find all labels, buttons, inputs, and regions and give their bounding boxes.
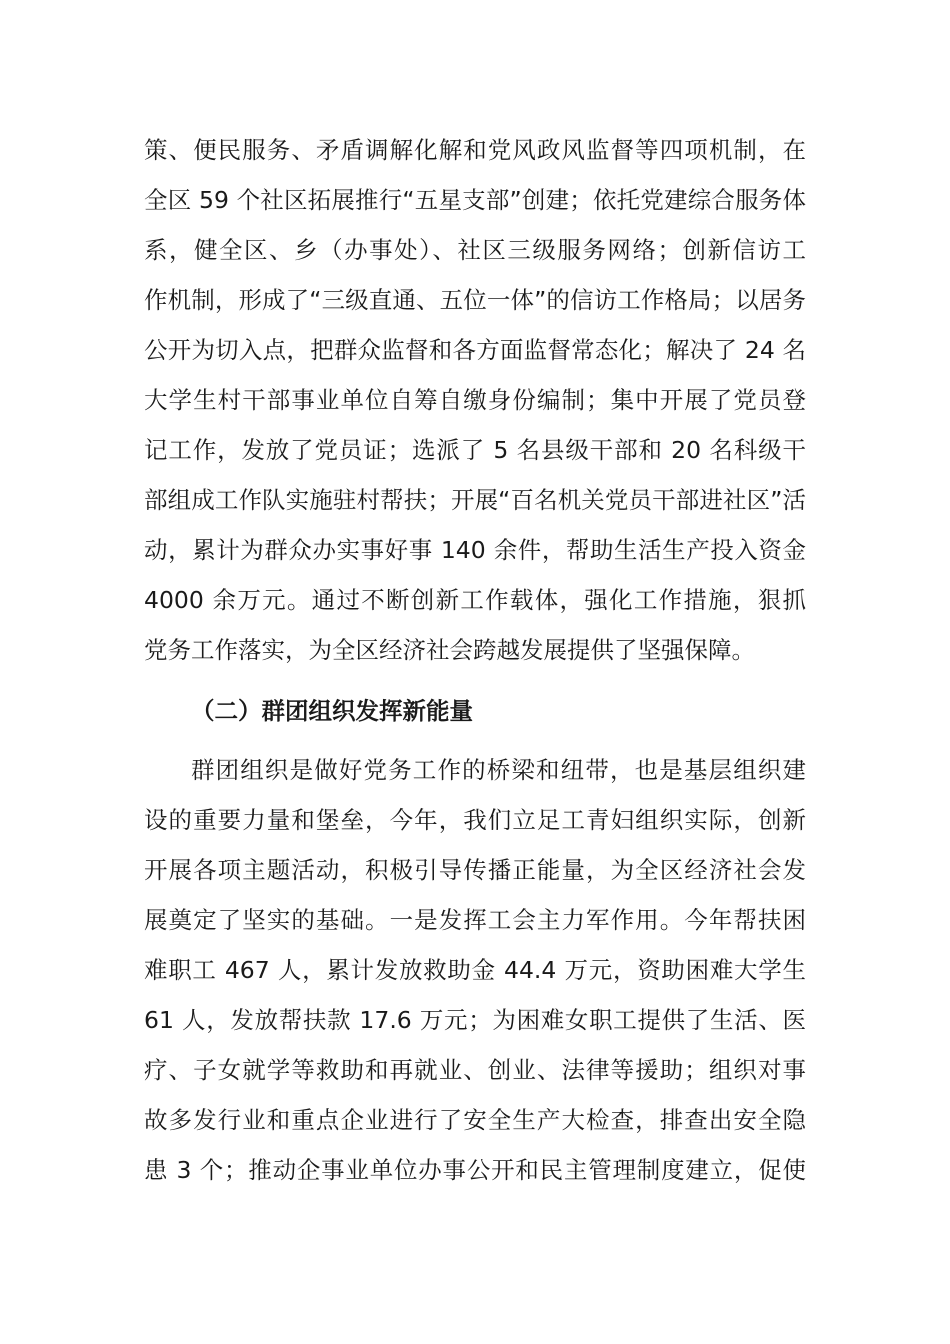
paragraph-line: 系，健全区、乡（办事处）、社区三级服务网络；创新信访工 <box>144 236 806 264</box>
paragraph-line: 作机制，形成了“三级直通、五位一体”的信访工作格局；以居务 <box>144 286 806 314</box>
paragraph-line: 公开为切入点，把群众监督和各方面监督常态化；解决了 24 名 <box>144 336 806 364</box>
paragraph-line: 患 3 个；推动企事业单位办事公开和民主管理制度建立，促使 <box>144 1156 806 1184</box>
paragraph-line: 设的重要力量和堡垒，今年，我们立足工青妇组织实际，创新 <box>144 806 806 834</box>
paragraph-line: 部组成工作队实施驻村帮扶；开展“百名机关党员干部进社区”活 <box>144 486 806 514</box>
paragraph-line: 动，累计为群众办实事好事 140 余件，帮助生活生产投入资金 <box>144 536 806 564</box>
paragraph-line: 大学生村干部事业单位自筹自缴身份编制；集中开展了党员登 <box>144 386 806 414</box>
paragraph-line: 全区 59 个社区拓展推行“五星支部”创建；依托党建综合服务体 <box>144 186 806 214</box>
paragraph-line: 策、便民服务、矛盾调解化解和党风政风监督等四项机制，在 <box>144 136 806 164</box>
section-heading: （二）群团组织发挥新能量 <box>191 697 473 725</box>
paragraph-line: 难职工 467 人，累计发放救助金 44.4 万元，资助困难大学生 <box>144 956 806 984</box>
paragraph-line: 记工作，发放了党员证；选派了 5 名县级干部和 20 名科级干 <box>144 436 806 464</box>
paragraph-line: 开展各项主题活动，积极引导传播正能量，为全区经济社会发 <box>144 856 806 884</box>
paragraph-line: 展奠定了坚实的基础。一是发挥工会主力军作用。今年帮扶困 <box>144 906 806 934</box>
paragraph-line: 群团组织是做好党务工作的桥梁和纽带，也是基层组织建 <box>191 756 806 784</box>
paragraph-party-building <box>144 125 806 675</box>
paragraph-line: 4000 余万元。通过不断创新工作载体，强化工作措施，狠抓 <box>144 586 806 614</box>
paragraph-line: 61 人，发放帮扶款 17.6 万元；为困难女职工提供了生活、医 <box>144 1006 806 1034</box>
section-heading-container <box>144 686 806 736</box>
paragraph-line: 党务工作落实，为全区经济社会跨越发展提供了坚强保障。 <box>144 636 755 664</box>
paragraph-mass-organizations <box>144 745 806 1195</box>
paragraph-line: 故多发行业和重点企业进行了安全生产大检查，排查出安全隐 <box>144 1106 806 1134</box>
paragraph-line: 疗、子女就学等救助和再就业、创业、法律等援助；组织对事 <box>144 1056 806 1084</box>
